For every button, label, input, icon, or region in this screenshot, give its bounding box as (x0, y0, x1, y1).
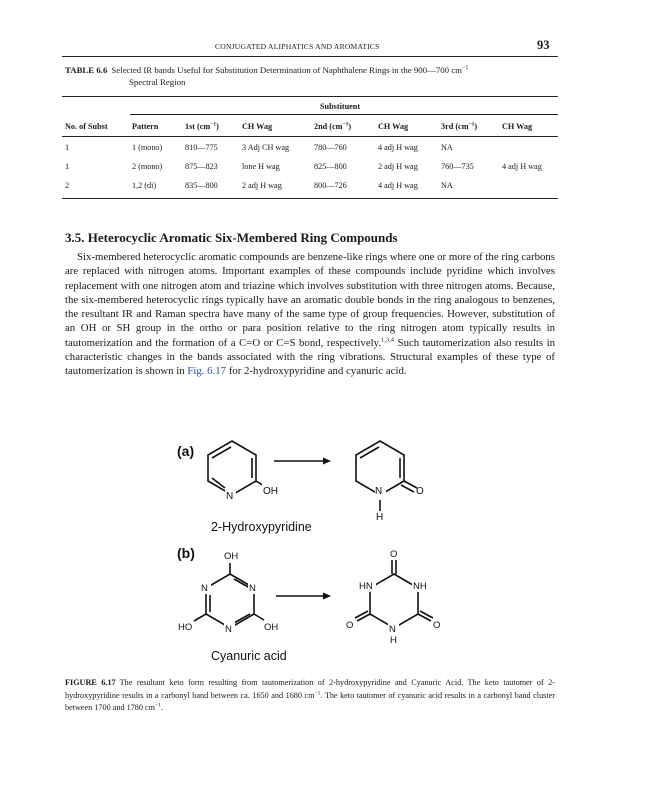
table-cell: 2 adj H wag (378, 162, 418, 171)
figure-label: FIGURE 6.17 (65, 678, 116, 687)
compound-name-b: Cyanuric acid (211, 649, 287, 663)
hydroxypyridine-structure (208, 441, 279, 502)
header-bottom-rule (62, 136, 558, 137)
table-cell: 760—735 (441, 162, 474, 171)
table-cell: 835—800 (185, 181, 218, 190)
panel-label-b: (b) (177, 545, 195, 561)
panel-label-a: (a) (177, 443, 195, 459)
figure-6-17 (150, 432, 470, 672)
atom-label: H (376, 512, 384, 523)
table-cell: 2 adj H wag (242, 181, 282, 190)
cyanuric-acid-enol-structure (178, 551, 278, 635)
table-cell: 1,2 (di) (132, 181, 157, 190)
col-header-chwag-2: CH Wag (378, 122, 409, 131)
table-cell: 875—823 (185, 162, 218, 171)
table-cell: NA (441, 181, 453, 190)
table-label: TABLE 6.6 (65, 65, 108, 75)
group-header-rule (130, 114, 558, 115)
table-bottom-rule (62, 198, 558, 199)
atom-label: N (225, 624, 232, 635)
table-cell: 4 adj H wag (378, 143, 418, 152)
reaction-arrow-a (274, 458, 331, 465)
cyanuric-acid-keto-structure (346, 549, 440, 646)
compound-name-a: 2-Hydroxypyridine (211, 520, 312, 534)
table-cell: 4 adj H wag (502, 162, 542, 171)
table-cell: 4 adj H wag (378, 181, 418, 190)
atom-label: NH (413, 581, 427, 592)
citation-refs: 1,3,4 (381, 336, 395, 344)
body-paragraph: Six-membered heterocyclic aromatic compounds are benzene-like rings where one or more of the ring carbons are replaced with nitrogen atoms. Important examples of these compounds include pyridine which involves replacement with one nitrogen atom and triazine which involves substitution with three nitrogen atoms. Because, the six-membered heterocyclic rings typically have an aromatic double bonds in the ring analogous to benzenes, the resultant IR and Raman spectra have many of the same type of group frequencies. However, substitution of an OH or SH group in the ortho or para position relative to the ring nitrogen atom typically results in tautomerization and the formation of a C=O or C=S bond, respectively.$^{1,3,4}$ Such tautomerization also results in characteristic changes in the bands associated with the ring vibrations. Structural examples of these type of tautomerization is shown in Fig. 6.17 for 2-hydroxypyridine and cyanuric acid. (65, 251, 556, 378)
atom-label: HN (359, 581, 373, 592)
table-cell: 2 (65, 181, 70, 190)
atom-label: N (201, 583, 208, 594)
atom-label: OH (263, 486, 278, 497)
table-cell: 800—726 (314, 181, 347, 190)
col-header-no: No. of Subst (65, 122, 108, 131)
col-header-pattern: Pattern (132, 122, 159, 131)
table-cell: 3 Adj CH wag (242, 143, 290, 152)
pyridone-structure (356, 441, 424, 523)
atom-label: O (346, 620, 354, 631)
col-header-first: 1st $(cm^{-1})$ (185, 121, 219, 131)
table-cell: 2 (mono) (132, 162, 163, 171)
table-cell: NA (441, 143, 453, 152)
table-cell: 1 (65, 162, 70, 171)
page-number: 93 (537, 38, 550, 52)
figure-link[interactable]: Fig. 6.17 (187, 365, 227, 378)
header-rule (62, 56, 558, 57)
running-head: CONJUGATED ALIPHATICS AND AROMATICS (215, 42, 380, 51)
atom-label: HO (178, 622, 193, 633)
table-cell: 825—800 (314, 162, 347, 171)
atom-label: O (416, 486, 424, 497)
table-cell: 810—775 (185, 143, 218, 152)
table-group-header: Substituent (320, 102, 361, 111)
atom-label: N (226, 491, 234, 502)
atom-label: O (390, 549, 398, 560)
table-cell: 780—760 (314, 143, 347, 152)
col-header-chwag-1: CH Wag (242, 122, 273, 131)
table-caption (65, 64, 555, 88)
table-caption-line2: Spectral Region (129, 77, 186, 87)
table-top-rule (62, 96, 558, 97)
table-caption-text: Selected IR bands Useful for Substitution Determination of Naphthalene Rings in the 900—700 cm (111, 65, 462, 75)
table-cell: 1 (65, 143, 70, 152)
table-caption-sup: −1 (461, 65, 469, 72)
table-cell: lone H wag (242, 162, 280, 171)
reaction-arrow-b (276, 593, 331, 600)
col-header-second: 2nd $(cm^{-1})$ (314, 121, 352, 131)
table-cell: 1 (mono) (132, 143, 163, 152)
atom-label: OH (224, 551, 239, 562)
atom-label: N (389, 624, 396, 635)
atom-label: H (390, 635, 397, 646)
figure-caption: FIGURE 6.17 The resultant keto form resulting from tautomerization of 2-hydroxypyridine and Cyanuric Acid. The keto tautomer of 2-hydroxypyridine results in a carbonyl band between ca. 1650 and 1680 $cm^{-1}$. The keto tautomer of cyanuric acid results in a carbonyl band cluster between 1700 and 1780 $cm^{-1}$. (65, 678, 555, 712)
col-header-chwag-3: CH Wag (502, 122, 533, 131)
atom-label: N (249, 583, 256, 594)
atom-label: N (375, 486, 383, 497)
atom-label: O (433, 620, 441, 631)
atom-label: OH (264, 622, 279, 633)
section-title: 3.5. Heterocyclic Aromatic Six-Membered Ring Compounds (65, 230, 398, 245)
col-header-third: 3rd $(cm^{-1})$ (441, 121, 478, 131)
